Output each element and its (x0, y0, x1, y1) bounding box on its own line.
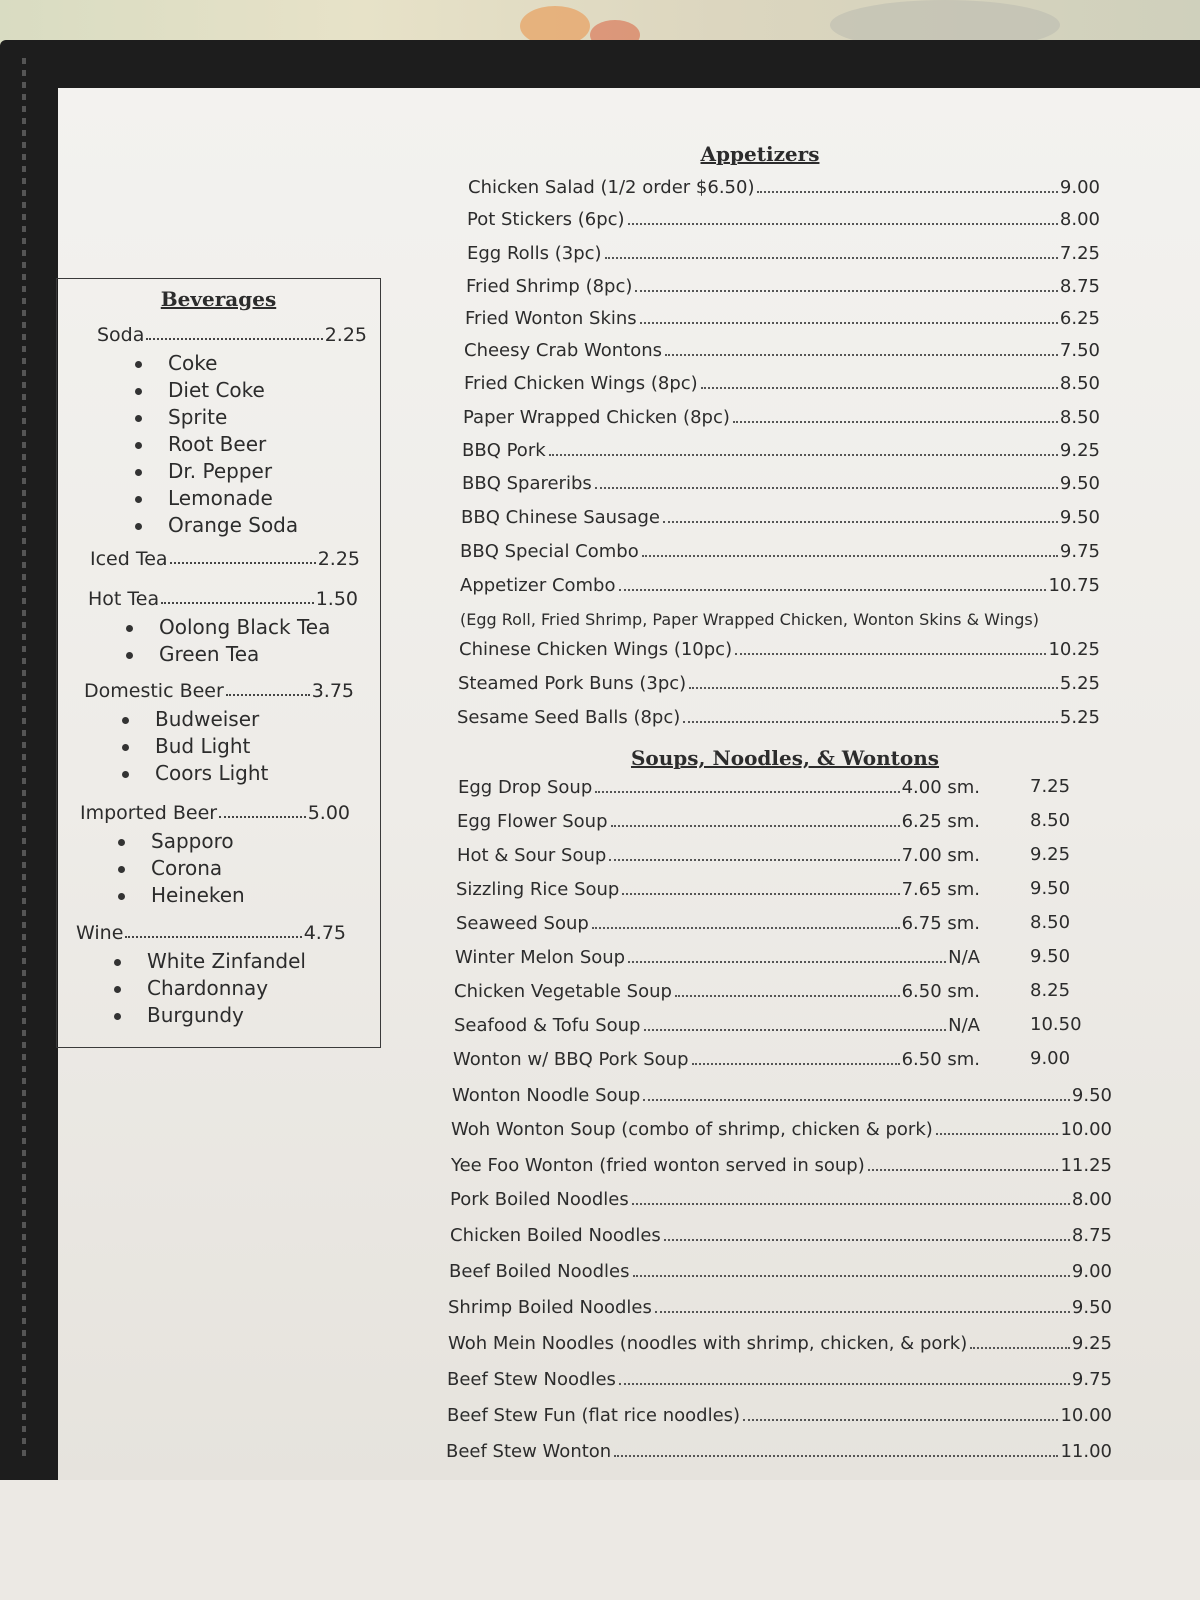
item-name: BBQ Pork (462, 440, 546, 461)
beverage-item (135, 405, 227, 429)
small-price: 6.50 sm. (901, 1049, 980, 1070)
appetizer-combo-note: (Egg Roll, Fried Shrimp, Paper Wrapped Chicken, Wonton Skins & Wings) (460, 610, 1039, 629)
beverage-item-label: Sapporo (151, 829, 234, 853)
item-price: 8.75 (1071, 1225, 1112, 1246)
item-price: 11.25 (1060, 1155, 1112, 1176)
item-name: Wonton w/ BBQ Pork Soup (453, 1049, 689, 1070)
small-price: 4.00 sm. (901, 777, 980, 798)
bullet-icon (118, 866, 125, 873)
beverage-item (135, 378, 265, 402)
beverage-item (135, 432, 266, 456)
bullet-icon (135, 442, 142, 449)
appetizer-row (458, 670, 1100, 694)
soup-row (454, 1012, 980, 1036)
bullet-icon (135, 523, 142, 530)
beverage-item-label: Coors Light (155, 761, 269, 785)
beverage-item (118, 829, 234, 853)
appetizer-row (461, 504, 1100, 528)
dot-leader (146, 324, 322, 340)
large-price: 10.50 (1030, 1014, 1082, 1035)
category-price: 2.25 (324, 324, 367, 346)
item-name: BBQ Special Combo (460, 541, 639, 562)
beverage-item (114, 1003, 244, 1027)
appetizers-title: Appetizers (700, 142, 820, 166)
beverage-item (135, 351, 217, 375)
appetizer-row (467, 206, 1100, 230)
item-name: Paper Wrapped Chicken (8pc) (463, 407, 730, 428)
beverage-item-label: Chardonnay (147, 976, 269, 1000)
item-price: 10.75 (1048, 575, 1100, 596)
bullet-icon (122, 744, 129, 751)
dot-leader (605, 257, 1058, 259)
category-label: Iced Tea (90, 548, 168, 570)
dot-leader (628, 961, 946, 963)
beverage-item (135, 459, 272, 483)
item-price: 8.75 (1059, 276, 1100, 297)
beverage-item (135, 513, 298, 537)
beverage-item-label: Lemonade (168, 486, 273, 510)
beverage-item-label: Coke (168, 351, 218, 375)
dot-leader (689, 687, 1058, 689)
beverage-item-label: Heineken (151, 883, 245, 907)
item-price: 8.00 (1071, 1189, 1112, 1210)
item-price: 7.50 (1059, 340, 1100, 361)
appetizer-row (464, 337, 1100, 361)
soup-row (454, 978, 980, 1002)
appetizer-row (457, 704, 1100, 728)
category-price: 3.75 (311, 680, 354, 702)
dot-leader (170, 548, 316, 564)
category-label: Soda (97, 324, 145, 346)
table-surface (0, 1480, 1200, 1600)
beverage-item-label: Sprite (168, 405, 228, 429)
bullet-icon (118, 839, 125, 846)
beverage-item-label: Budweiser (155, 707, 260, 731)
dot-leader (640, 322, 1058, 324)
bullet-icon (135, 469, 142, 476)
soup-row (455, 944, 980, 968)
item-price: 10.25 (1048, 639, 1100, 660)
item-price: 10.00 (1060, 1405, 1112, 1426)
dot-leader (549, 454, 1058, 456)
dot-leader (655, 1311, 1070, 1313)
bullet-icon (135, 361, 142, 368)
large-price: 9.25 (1030, 844, 1071, 865)
item-name: Seaweed Soup (456, 913, 589, 934)
bullet-icon (135, 415, 142, 422)
beverage-item-label: Bud Light (155, 734, 251, 758)
soup-row (457, 808, 980, 832)
item-price: 9.50 (1059, 507, 1100, 528)
item-name: Beef Boiled Noodles (449, 1261, 630, 1282)
bullet-icon (126, 652, 133, 659)
dot-leader (595, 487, 1058, 489)
dot-leader (757, 191, 1057, 193)
item-name: Cheesy Crab Wontons (464, 340, 663, 361)
dot-leader (609, 859, 899, 861)
beverage-item (118, 856, 222, 880)
dot-leader (675, 995, 900, 997)
beverage-item (122, 707, 259, 731)
appetizer-row (465, 305, 1100, 329)
large-price: 8.50 (1030, 810, 1071, 831)
noodle-row (451, 1116, 1112, 1140)
dot-leader (868, 1169, 1059, 1171)
beverage-category-domestic-beer (84, 680, 354, 702)
binder-stitching (22, 58, 26, 1458)
item-price: 11.00 (1060, 1441, 1112, 1462)
item-name: BBQ Chinese Sausage (461, 507, 660, 528)
item-price: 9.25 (1071, 1333, 1112, 1354)
item-price: 8.50 (1059, 373, 1100, 394)
item-name: Pot Stickers (6pc) (467, 209, 625, 230)
appetizer-row (466, 273, 1100, 297)
large-price: 9.50 (1030, 946, 1071, 967)
item-price: 9.75 (1071, 1369, 1112, 1390)
beverage-item (118, 883, 245, 907)
large-price: 9.00 (1030, 1048, 1071, 1069)
item-price: 9.25 (1059, 440, 1100, 461)
item-name: Chinese Chicken Wings (10pc) (459, 639, 733, 660)
item-name: Chicken Vegetable Soup (454, 981, 672, 1002)
dot-leader (611, 825, 900, 827)
bullet-icon (114, 1013, 121, 1020)
noodle-row (447, 1402, 1112, 1426)
dot-leader (643, 1099, 1070, 1101)
category-label: Domestic Beer (84, 680, 224, 702)
bullet-icon (122, 717, 129, 724)
appetizer-row (462, 437, 1100, 461)
item-name: Woh Wonton Soup (combo of shrimp, chicken & pork) (451, 1119, 933, 1140)
beverage-item (126, 642, 259, 666)
bullet-icon (118, 893, 125, 900)
dot-leader (743, 1419, 1058, 1421)
beverage-item-label: Root Beer (168, 432, 267, 456)
item-price: 9.00 (1059, 177, 1100, 198)
dot-leader (595, 791, 899, 793)
dot-leader (692, 1063, 900, 1065)
dot-leader (642, 555, 1058, 557)
item-name: Egg Rolls (3pc) (467, 243, 602, 264)
small-price: 7.65 sm. (901, 879, 980, 900)
noodle-row (448, 1330, 1112, 1354)
dot-leader (226, 680, 310, 696)
item-name: Sizzling Rice Soup (456, 879, 620, 900)
bullet-icon (114, 959, 121, 966)
appetizer-row (460, 538, 1100, 562)
beverage-category-wine (76, 922, 346, 944)
dot-leader (970, 1347, 1070, 1349)
category-price: 5.00 (307, 802, 350, 824)
dot-leader (161, 588, 314, 604)
small-price: 6.25 sm. (901, 811, 980, 832)
item-name: Fried Wonton Skins (465, 308, 637, 329)
dot-leader (632, 1203, 1070, 1205)
dot-leader (614, 1455, 1058, 1457)
bullet-icon (126, 625, 133, 632)
dot-leader (683, 721, 1058, 723)
appetizer-row (459, 636, 1100, 660)
item-name: Steamed Pork Buns (3pc) (458, 673, 687, 694)
dot-leader (701, 387, 1058, 389)
dot-leader (733, 421, 1058, 423)
dot-leader (664, 1239, 1070, 1241)
item-name: Chicken Salad (1/2 order $6.50) (468, 177, 755, 198)
bullet-icon (135, 496, 142, 503)
beverage-item-label: Orange Soda (168, 513, 299, 537)
dot-leader (644, 1029, 947, 1031)
beverage-category-hot-tea (88, 588, 358, 610)
item-price: 9.50 (1059, 473, 1100, 494)
noodle-row (452, 1082, 1112, 1106)
item-price: 8.50 (1059, 407, 1100, 428)
large-price: 8.50 (1030, 912, 1071, 933)
noodle-row (450, 1222, 1112, 1246)
category-label: Imported Beer (80, 802, 218, 824)
item-name: Yee Foo Wonton (fried wonton served in soup) (451, 1155, 865, 1176)
item-name: Pork Boiled Noodles (450, 1189, 629, 1210)
bullet-icon (122, 771, 129, 778)
dot-leader (592, 927, 900, 929)
noodle-row (451, 1152, 1112, 1176)
dot-leader (663, 521, 1058, 523)
beverage-item (122, 761, 268, 785)
bullet-icon (114, 986, 121, 993)
dot-leader (635, 290, 1058, 292)
beverage-item (114, 949, 306, 973)
item-name: Woh Mein Noodles (noodles with shrimp, chicken, & pork) (448, 1333, 968, 1354)
large-price: 9.50 (1030, 878, 1071, 899)
category-price: 4.75 (303, 922, 346, 944)
dot-leader (219, 802, 306, 818)
appetizer-row (468, 174, 1100, 198)
bullet-icon (135, 388, 142, 395)
beverages-title: Beverages (160, 287, 277, 311)
item-name: Beef Stew Noodles (447, 1369, 616, 1390)
beverage-item (126, 615, 330, 639)
soup-row (456, 876, 980, 900)
item-name: Chicken Boiled Noodles (450, 1225, 661, 1246)
beverage-item-label: Corona (151, 856, 223, 880)
soups-title: Soups, Noodles, & Wontons (630, 746, 940, 770)
small-price: 7.00 sm. (901, 845, 980, 866)
appetizer-row (462, 470, 1100, 494)
dot-leader (619, 1383, 1070, 1385)
dot-leader (619, 589, 1047, 591)
dot-leader (622, 893, 899, 895)
item-price: 7.25 (1059, 243, 1100, 264)
noodle-row (448, 1294, 1112, 1318)
item-price: 9.75 (1059, 541, 1100, 562)
beverage-item-label: Burgundy (147, 1003, 244, 1027)
beverage-item-label: Oolong Black Tea (159, 615, 331, 639)
item-name: Egg Flower Soup (457, 811, 608, 832)
item-name: Hot & Sour Soup (457, 845, 607, 866)
item-name: Beef Stew Wonton (446, 1441, 612, 1462)
item-price: 10.00 (1060, 1119, 1112, 1140)
beverage-category-imported-beer (80, 802, 350, 824)
item-price: 9.00 (1071, 1261, 1112, 1282)
dot-leader (633, 1275, 1070, 1277)
beverage-item-label: Green Tea (159, 642, 260, 666)
item-price: 5.25 (1059, 707, 1100, 728)
large-price: 8.25 (1030, 980, 1071, 1001)
small-price: 6.75 sm. (901, 913, 980, 934)
item-name: Fried Chicken Wings (8pc) (464, 373, 698, 394)
soup-row (457, 842, 980, 866)
small-price: N/A (948, 947, 980, 968)
dot-leader (125, 922, 301, 938)
large-price: 7.25 (1030, 776, 1071, 797)
dot-leader (735, 653, 1046, 655)
appetizer-row (464, 370, 1100, 394)
item-name: Seafood & Tofu Soup (454, 1015, 641, 1036)
beverage-item-label: Diet Coke (168, 378, 265, 402)
noodle-row (446, 1438, 1112, 1462)
beverage-item (114, 976, 268, 1000)
item-name: Wonton Noodle Soup (452, 1085, 641, 1106)
category-price: 2.25 (317, 548, 360, 570)
item-name: Beef Stew Fun (flat rice noodles) (447, 1405, 741, 1426)
beverage-item (122, 734, 250, 758)
dot-leader (936, 1133, 1059, 1135)
category-label: Wine (76, 922, 124, 944)
beverage-category-iced-tea (90, 548, 360, 570)
item-name: BBQ Spareribs (462, 473, 592, 494)
beverage-category-soda (97, 324, 367, 346)
item-price: 5.25 (1059, 673, 1100, 694)
small-price: 6.50 sm. (901, 981, 980, 1002)
beverage-item-label: Dr. Pepper (168, 459, 273, 483)
appetizer-row (460, 572, 1100, 596)
soup-row (456, 910, 980, 934)
item-price: 8.00 (1059, 209, 1100, 230)
beverage-item (135, 486, 273, 510)
appetizer-row (467, 240, 1100, 264)
item-price: 6.25 (1059, 308, 1100, 329)
item-price: 9.50 (1071, 1085, 1112, 1106)
noodle-row (447, 1366, 1112, 1390)
soup-row (453, 1046, 980, 1070)
item-name: Egg Drop Soup (458, 777, 593, 798)
item-price: 9.50 (1071, 1297, 1112, 1318)
item-name: Fried Shrimp (8pc) (466, 276, 633, 297)
noodle-row (449, 1258, 1112, 1282)
category-label: Hot Tea (88, 588, 160, 610)
small-price: N/A (948, 1015, 980, 1036)
noodle-row (450, 1186, 1112, 1210)
dot-leader (628, 223, 1058, 225)
category-price: 1.50 (315, 588, 358, 610)
item-name: Sesame Seed Balls (8pc) (457, 707, 681, 728)
dot-leader (665, 354, 1058, 356)
item-name: Winter Melon Soup (455, 947, 626, 968)
item-name: Appetizer Combo (460, 575, 616, 596)
beverage-item-label: White Zinfandel (147, 949, 306, 973)
appetizer-row (463, 404, 1100, 428)
soup-row (458, 774, 980, 798)
item-name: Shrimp Boiled Noodles (448, 1297, 652, 1318)
